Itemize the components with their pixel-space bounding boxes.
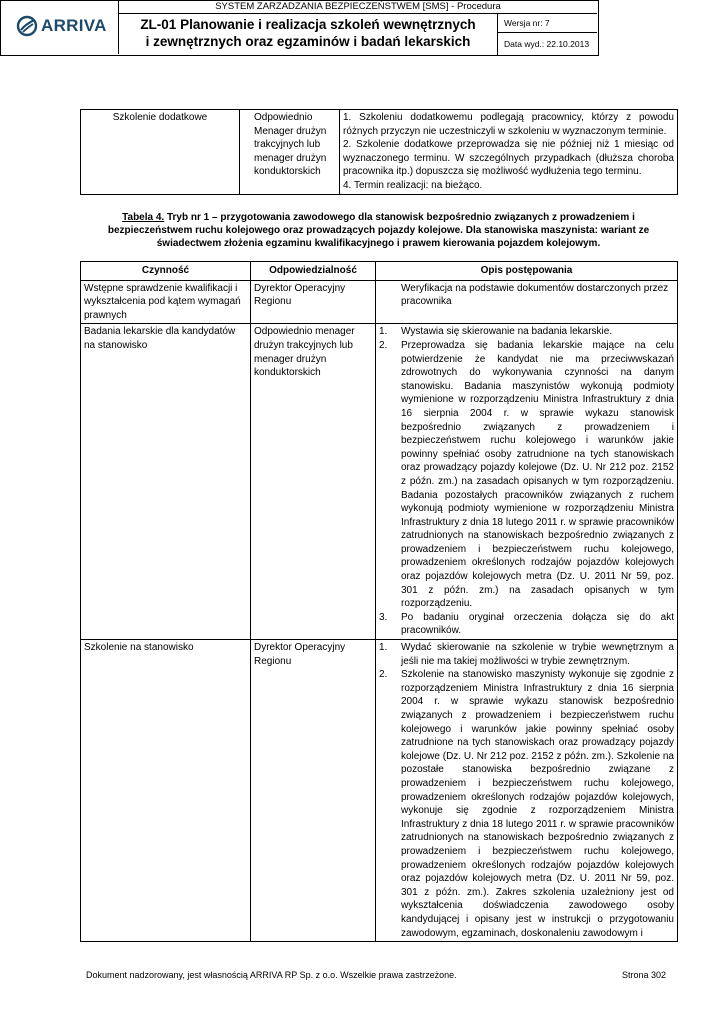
caption-text: Tryb nr 1 – przygotowania zawodowego dla stanowisk bezpośrednio związanych z prowadzeniem i bezpieczeństwem ruchu kolejowego oraz prowadzących pojazdy kolejowe. Dla stanowiska maszynista: wariant ze świadectwem złożenia egzaminu kwalifikacyjnego i prawem kierowania pojazdem kolejowym. xyxy=(107,212,650,250)
description-text: Weryfikacja na podstawie dokumentów dostarczonych przez pracownika xyxy=(401,282,669,308)
list-item xyxy=(379,668,674,940)
responsible-cell: Odpowiednio Menager drużyn trakcyjnych lub menager drużyn konduktorskich xyxy=(240,110,340,195)
responsible-cell: Odpowiednio menager drużyn trakcyjnych lub menager drużyn konduktorskich xyxy=(251,324,376,640)
logo-text: ARRIVA xyxy=(41,16,107,35)
activity-cell: Badania lekarskie dla kandydatów na stanowisko xyxy=(81,324,251,640)
item-number: 1. xyxy=(379,326,388,338)
list-item xyxy=(379,641,674,668)
description-cell xyxy=(340,110,678,195)
item-text: Szkolenie na stanowisko maszynisty wykonuje się zgodnie z rozporządzeniem Ministra Infrastruktury z dnia 16 sierpnia 2004 r. w sprawie wykazu stanowisk bezpośrednio związanych z prowadzeniem i bezpieczeństwem ruchu kolejowego i warunków jakie powinny spełniać osoby zatrudnione na tych stanowiskach oraz prowadzący pojazdy kolejowe (Dz. U. Nr 212 poz. 2152 z późn. zm.). Szkolenie na pozostałe stanowiska bezpośrednio związane z prowadzeniem i bezpieczeństwem ruchu kolejowego, prowadzeniem określonych rodzajów pojazdów kolejowych, wykonuje się zgodnie z rozporządzeniem Ministra Infrastruktury z dnia 18 lutego 2011 r. w sprawie pracowników zatrudnionych na stanowiskach bezpośrednio związanych z prowadzeniem i bezpieczeństwem ruchu kolejowego, prowadzeniem określonych rodzajów pojazdów kolejowych oraz pojazdów kolejowych metra (Dz. U. 2011 Nr 59, poz. 301 z późn. zm.). Zakres szkolenia uzależniony jest od wykształcenia doświadczenia zawodowego osoby kandydującej i opisany jest w instrukcji o przygotowaniu zawodowym, egzaminach, doskonaleniu zawodowym i xyxy=(401,669,674,939)
list-item xyxy=(379,611,674,638)
list-item xyxy=(379,339,674,611)
system-name: SYSTEM ZARZADZANIA BEZPIECZEŃSTWEM [SMS] - Procedura xyxy=(119,0,597,14)
activity-cell: Szkolenie na stanowisko xyxy=(81,640,251,942)
table-row xyxy=(81,110,678,195)
list-item: 1. Szkoleniu dodatkowemu podlegają pracownicy, którzy z powodu różnych przyczyn nie uczestniczyli w szkoleniu w wyznaczonym terminie. xyxy=(343,112,674,137)
footer-notice: Dokument nadzorowany, jest własnością ARRIVA RP Sp. z o.o. Wszelkie prawa zastrzeżone. xyxy=(86,970,457,980)
table-row xyxy=(81,324,678,640)
item-number: 1. xyxy=(379,642,388,654)
item-number: 2. xyxy=(379,339,388,351)
page-footer xyxy=(86,970,666,980)
caption-label: Tabela 4. xyxy=(122,212,165,223)
list-item: 2. Szkolenie dodatkowe przeprowadza się nie później niż 1 miesiąc od wyznaczonego terminu. W szczególnych przypadkach (dłuższa choroba pracownika itp.) dopuszcza się możliwość wydłużenia tego terminu. xyxy=(343,139,674,178)
description-list xyxy=(379,641,674,940)
item-text: Po badaniu oryginał orzeczenia dołącza się do akt pracowników. xyxy=(401,611,674,637)
description-cell xyxy=(376,640,678,942)
responsible-cell: Dyrektor Operacyjny Regionu xyxy=(251,640,376,942)
issue-date: Data wyd.: 22.10.2013 xyxy=(504,39,590,49)
page-number: Strona 302 xyxy=(621,970,666,980)
item-text: Wystawia się skierowanie na badania lekarskie. xyxy=(401,326,613,338)
table-row xyxy=(81,640,678,942)
header-activity: Czynność xyxy=(81,262,251,281)
logo-cell xyxy=(0,0,119,54)
document-header xyxy=(0,0,599,56)
activity-cell: Szkolenie dodatkowe xyxy=(81,110,240,195)
item-text: Przeprowadza się badania lekarskie mające na celu potwierdzenie że kandydat nie ma przeciwwskazań zdrowotnych do wykonywania czynności na danym stanowisku. Badania maszynistów wykonują podmioty wymienione w rozporządzeniu Ministra Infrastruktury z dnia 16 sierpnia 2004 r. w sprawie wykazu stanowisk bezpośrednio związanych z prowadzeniem i bezpieczeństwem ruchu kolejowego i warunków jakie powinny spełniać osoby zatrudnione na tych stanowiskach oraz prowadzący pojazdy kolejowe (Dz. U. Nr 212 poz. 2152 z późn. zm.) na zasadach opisanych w tym rozporządzeniu. Badania pozostałych pracowników związanych z ruchem wykonują podmioty wymienione w rozporządzeniu Ministra Infrastruktury z dnia 18 lutego 2011 r. w sprawie pracowników zatrudnionych na stanowiskach bezpośrednio związanych z prowadzeniem i bezpieczeństwem ruchu kolejowego, prowadzeniem określonych rodzajów pojazdów kolejowych oraz pojazdów kolejowych metra (Dz. U. 2011 Nr 59, poz. 301 z późn. zm.) na zasadach opisanych w tym rozporządzeniu. xyxy=(401,339,674,610)
document-title xyxy=(119,14,498,56)
arriva-logo-icon xyxy=(16,15,38,37)
header-responsibility: Odpowiedzialność xyxy=(251,262,376,281)
item-number: 3. xyxy=(379,611,388,623)
header-description: Opis postępowania xyxy=(376,262,678,281)
version-number: Wersja nr: 7 xyxy=(498,14,597,33)
item-number: 2. xyxy=(379,669,388,681)
table-caption xyxy=(80,211,677,251)
description-cell xyxy=(376,280,678,324)
table-header-row xyxy=(81,262,678,281)
item-text: Wydać skierowanie na szkolenie w trybie wewnętrznym a jeśli nie ma takiej możliwości w trybie zewnętrznym. xyxy=(401,642,674,667)
arriva-logo xyxy=(16,15,107,37)
procedure-table xyxy=(80,261,678,942)
table-row xyxy=(81,280,678,324)
description-cell xyxy=(376,324,678,640)
continuation-table xyxy=(80,109,678,195)
responsible-cell: Dyrektor Operacyjny Regionu xyxy=(251,280,376,324)
activity-cell: Wstępne sprawdzenie kwalifikacji i wykształcenia pod kątem wymagań prawnych xyxy=(81,280,251,324)
title-line-2: i zewnętrznych oraz egzaminów i badań lekarskich xyxy=(145,34,471,49)
list-item: 4. Termin realizacji: na bieżąco. xyxy=(343,179,483,191)
list-item xyxy=(379,325,674,339)
description-list xyxy=(379,325,674,638)
title-line-1: ZL-01 Planowanie i realizacja szkoleń wewnętrznych xyxy=(140,17,476,32)
